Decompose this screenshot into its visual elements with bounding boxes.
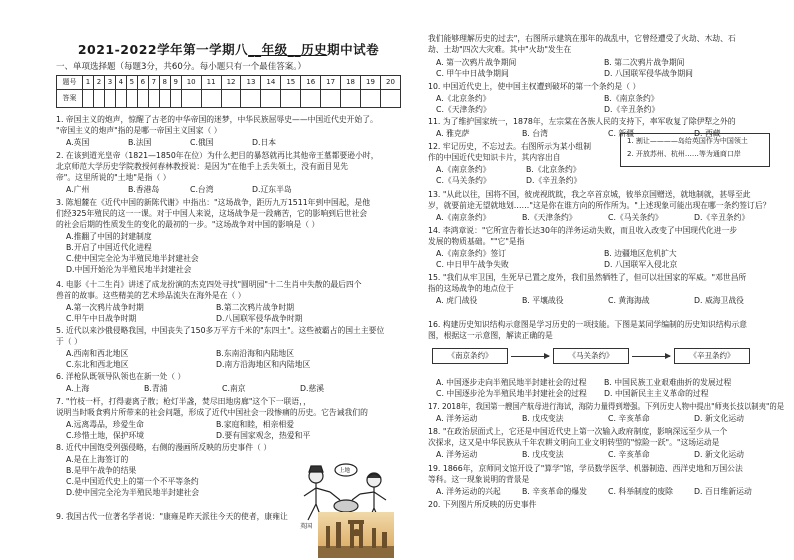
q14-option[interactable]: C. 中日甲午战争失败 — [436, 260, 509, 269]
q17-line: 17. 2018年，我国第一艘国产航母进行海试，海防力量得到增强。下列历史人物中提出"师夷长技以制夷"的是 — [428, 402, 785, 411]
q10-option[interactable]: C.《天津条约》 — [436, 105, 491, 114]
q13-option[interactable]: D.《辛丑条约》 — [694, 213, 750, 222]
q9c-line: 我们能够理解历史的过去"，右图所示建筑在那年的战乱中，它曾经遭受了火劫、木劫、石 — [428, 34, 736, 43]
answer-table-number-cell: 8 — [159, 76, 170, 90]
q17-option[interactable]: B. 戊戌变法 — [522, 414, 564, 423]
section-heading: 一、单项选择题（每题3分，共60分。每小题只有一个最佳答案。） — [56, 62, 306, 72]
q1-line: "帝国主义的炮声"指的是哪一帝国主义国家（ ） — [56, 126, 222, 135]
q5-line: 于（ ） — [56, 337, 82, 346]
q3-line: 3. 陈旭麓在《近代中国的新陈代谢》中指出："这场战争，距历九万1511年到中国起，是他 — [56, 198, 371, 207]
answer-table-number-cell: 15 — [281, 76, 301, 90]
q9-line: 9. 我国古代一位著名学者说："康雍是昨天派往今天的使者，康雍让 — [56, 512, 288, 521]
q10-line: 10. 中国近代史上，使中国主权遭到破坏的第一个条约是（ ） — [428, 82, 641, 91]
answer-table-number-cell: 10 — [181, 76, 201, 90]
answer-table-answer-cell[interactable] — [281, 90, 301, 108]
q18-line: 次探求，这又是中华民族从千年农耕文明向工业文明转型的"惊险一跃"。"这场运动是 — [428, 438, 720, 447]
answer-table-number-cell: 9 — [170, 76, 181, 90]
history-card — [620, 133, 770, 167]
q2-line: 帝"。这里所说的"土地"是指（ ） — [56, 173, 171, 182]
q16-option[interactable]: A. 中国逐步走向半殖民地半封建社会的过程 — [436, 378, 587, 387]
q16-line: 16. 构建历史知识结构示意图是学习历史的一项技能。下图是某同学编制的历史知识结构示意 — [428, 320, 747, 329]
q6-option[interactable]: D.慈溪 — [300, 384, 325, 393]
q12-line: 作的中国近代史知识卡片，其内容出自 — [428, 153, 561, 162]
history-card-line-2: 2. 开放苏州、杭州……等为通商口岸 — [627, 150, 741, 159]
q15-option[interactable]: D. 威海卫战役 — [694, 296, 744, 305]
answer-table-answer-cell[interactable] — [341, 90, 361, 108]
q13-line: 13. "从此以往，国将不国，彼虎视眈眈，我之卒首京城，彼举京国赠送，就地制就，甚辱至此 — [428, 190, 751, 199]
answer-table-number-cell: 6 — [137, 76, 148, 90]
q19-option[interactable]: A. 洋务运动的兴起 — [436, 487, 501, 496]
exam-title — [56, 42, 401, 59]
title-suffix: 期中试卷 — [327, 42, 380, 57]
answer-table-answer-cell[interactable] — [137, 90, 148, 108]
flow-box-nanjing: 《南京条约》 — [432, 348, 508, 364]
answer-table-answer-cell[interactable] — [301, 90, 321, 108]
answer-table-answer-cell[interactable] — [115, 90, 126, 108]
q6-line: 6. 洋枪队既领导队领也在新一处（ ） — [56, 372, 186, 381]
q4-option[interactable]: A.第一次鸦片战争时期 — [66, 303, 144, 312]
q11-option[interactable]: B. 台湾 — [522, 129, 548, 138]
answer-table-number-cell: 13 — [241, 76, 261, 90]
answer-table — [56, 75, 401, 108]
q3-option[interactable]: D.中国开始沦为半殖民地半封建社会 — [66, 265, 192, 274]
q12-line: 12. 牢记历史，不忘过去。右图所示为某小组制 — [428, 142, 592, 151]
q15-option[interactable]: C. 黄海海战 — [608, 296, 650, 305]
q14-option[interactable]: A.《南京条约》签订 — [436, 249, 507, 258]
answer-table-answer-cell[interactable] — [241, 90, 261, 108]
q15-option[interactable]: B. 平壤战役 — [522, 296, 564, 305]
q14-line: 发展的物质基础。""它"是指 — [428, 237, 525, 246]
q2-line: 2. 在该到道光皇帝（1821—1850年在位）为什么把目的暴怒就再比其他帝王墓都要逊小时， — [56, 151, 379, 160]
q1-line: 1. 帝国主义的炮声，惊醒了古老的中华帝国的迷梦，中华民族屈辱史——中国近代史开始了。 — [56, 115, 378, 124]
q9-option[interactable]: B. 第二次鸦片战争期间 — [604, 58, 685, 67]
q9-option[interactable]: D. 八国联军侵华战争期间 — [604, 69, 693, 78]
title-grade: __年级__ — [248, 42, 302, 57]
q8-option[interactable]: C.是中国近代史上的第一个不平等条约 — [66, 477, 199, 486]
q3-option[interactable]: C.使中国完全沦为半殖民地半封建社会 — [66, 254, 199, 263]
flow-box-maguan: 《马关条约》 — [553, 348, 629, 364]
q19-line: 等科。这一现象说明的背景是 — [428, 475, 530, 484]
q4-option[interactable]: C.甲午中日战争时期 — [66, 314, 137, 323]
q8-option[interactable]: A.是在上海签订的 — [66, 455, 129, 464]
flow-arrow-1 — [511, 356, 549, 357]
answer-table-answer-cell[interactable] — [148, 90, 159, 108]
q5-option[interactable]: A.西南和西北地区 — [66, 349, 129, 358]
answer-table-number-cell: 11 — [201, 76, 221, 90]
q6-option[interactable]: A.上海 — [66, 384, 90, 393]
answer-table-number-cell: 14 — [261, 76, 281, 90]
q12-option[interactable]: A.《南京条约》 — [436, 165, 491, 174]
q16-option[interactable]: C. 中国逐步沦为半殖民地半封建社会的过程 — [436, 389, 587, 398]
title-prefix: 2021-2022学年第一学期八 — [77, 42, 249, 57]
q8-option[interactable]: D.使中国完全沦为半殖民地半封建社会 — [66, 488, 200, 497]
q8-line: 8. 近代中国饱受列强侵略，右侧的漫画所反映的历史事件（ ） — [56, 443, 272, 452]
q8-option[interactable]: B.是甲午战争的结果 — [66, 466, 137, 475]
answer-table-head-label: 题号 — [57, 76, 83, 90]
q13-option[interactable]: B.《天津条约》 — [522, 213, 577, 222]
answer-table-answer-cell[interactable] — [170, 90, 181, 108]
q18-option[interactable]: B. 戊戌变法 — [522, 450, 564, 459]
answer-table-answer-cell[interactable] — [201, 90, 221, 108]
cartoon-label-britain: 英国 — [300, 523, 313, 530]
q12-option[interactable]: C.《马关条约》 — [436, 176, 491, 185]
q15-line: 15. "我们从牢卫国，生死早已置之度外，我们虽然牺牲了，但可以壮国家的军威。"邓世昌所 — [428, 273, 747, 282]
q18-option[interactable]: C. 辛亥革命 — [608, 450, 650, 459]
answer-table-number-cell: 4 — [115, 76, 126, 90]
q14-option[interactable]: D. 八国联军入侵北京 — [604, 260, 678, 269]
q19-option[interactable]: D. 百日维新运动 — [694, 487, 752, 496]
answer-table-answer-cell[interactable] — [361, 90, 381, 108]
answer-table-number-cell: 7 — [148, 76, 159, 90]
answer-table-number-cell: 12 — [221, 76, 241, 90]
q3-line: 的社会后期的性质发生的变化的最初的一步。"这场战争对中国的影响是（ ） — [56, 220, 320, 229]
q4-option[interactable]: B.第二次鸦片战争时期 — [216, 303, 294, 312]
q2-option[interactable]: A.广州 — [66, 185, 90, 194]
q2-option[interactable]: B.香港岛 — [128, 185, 160, 194]
q7-option[interactable]: B.家庭和睦，相亲相爱 — [216, 420, 294, 429]
q15-option[interactable]: A. 虎门战役 — [436, 296, 478, 305]
answer-table-number-cell: 3 — [104, 76, 115, 90]
q2-option[interactable]: D.辽东半岛 — [252, 185, 292, 194]
q4-line: 4. 电影《十二生肖》讲述了成龙扮演的杰克四处寻找"圆明园"十二生肖中失散的最后四个 — [56, 280, 362, 289]
q1-option[interactable]: B.法国 — [128, 138, 152, 147]
answer-table-number-cell: 2 — [93, 76, 104, 90]
answer-table-answer-row — [57, 90, 401, 108]
answer-table-answer-cell[interactable] — [261, 90, 281, 108]
q6-option[interactable]: C.南京 — [222, 384, 246, 393]
answer-table-number-cell: 17 — [321, 76, 341, 90]
q13-line: 岁，就要前途无望就地划……"这是你在谁方向的所作所为。"上述现象可能出现在哪一条约签订后？ — [428, 201, 771, 210]
q11-option[interactable]: C. 新疆 — [608, 129, 634, 138]
q18-line: 18. "在政治层面式上，它还是中国近代史上第一次输入政府制度，影响深远至少从一个 — [428, 427, 728, 436]
answer-table-answer-cell[interactable] — [321, 90, 341, 108]
q1-option[interactable]: C.俄国 — [190, 138, 214, 147]
q17-option[interactable]: C. 辛亥革命 — [608, 414, 650, 423]
answer-table-number-cell: 5 — [126, 76, 137, 90]
q16-line: 图，根据这一示意图，解读正确的是 — [428, 331, 553, 340]
answer-table-number-cell: 16 — [301, 76, 321, 90]
q16-option[interactable]: B. 中国民族工业艰难曲折的发展过程 — [604, 378, 732, 387]
q1-option[interactable]: D.日本 — [252, 138, 277, 147]
q14-option[interactable]: B. 边疆地区危机扩大 — [604, 249, 677, 258]
ruins-photo-image — [318, 512, 394, 558]
q19-option[interactable]: B. 辛亥革命的爆发 — [522, 487, 587, 496]
q2-option[interactable]: C.台湾 — [190, 185, 214, 194]
q19-line: 19. 1866年，京师同文馆开设了"算学"馆，学员数学医学、机器制造、西洋史地和万国公法 — [428, 464, 743, 473]
q10-option[interactable]: A.《北京条约》 — [436, 94, 491, 103]
q17-option[interactable]: A. 洋务运动 — [436, 414, 478, 423]
q13-option[interactable]: A.《南京条约》 — [436, 213, 491, 222]
history-card-line-1: 1. 割让————岛给英国作为中国领土 — [627, 137, 748, 145]
q11-line: 11. 为了维护国家统一，1878年，左宗棠在各族人民的支持下，率军收复了除伊犁之外的 — [428, 117, 736, 126]
q3-option[interactable]: B.开启了中国近代化进程 — [66, 243, 152, 252]
q18-option[interactable]: A. 洋务运动 — [436, 450, 478, 459]
q5-line: 5. 近代以来沙俄侵略我国，中国丧失了150多万平方千米的"东四土"。这些被霸占的国土主要位 — [56, 326, 385, 335]
answer-table-number-cell: 20 — [380, 76, 400, 90]
answer-table-number-cell: 19 — [361, 76, 381, 90]
q9c-line: 劫、土劫"四次大灾难。其中"火劫"发生在 — [428, 45, 572, 54]
q7-line: 说明当时吸食鸦片所带来的社会问题，形成了近代中国社会一段惨痛的历史。它告诫我们的 — [56, 408, 368, 417]
answer-table-number-cell: 18 — [341, 76, 361, 90]
q3-line: 们经325年殖民的这一一课。对于中国人来说，这场战争是一段痛苦，它的影响到后世社会 — [56, 209, 368, 218]
q19-option[interactable]: C. 科举制度的废除 — [608, 487, 673, 496]
q7-option[interactable]: C.珍惜土地，保护环境 — [66, 431, 145, 440]
flow-arrow-2 — [632, 356, 670, 357]
flow-box-xinchou: 《辛丑条约》 — [674, 348, 750, 364]
q4-option[interactable]: D.八国联军侵华战争时期 — [216, 314, 303, 323]
answer-table-answer-cell[interactable] — [126, 90, 137, 108]
q7-option[interactable]: D.要有国家观念，热爱和平 — [216, 431, 311, 440]
answer-table-answer-label: 答案 — [57, 90, 83, 108]
q10-option[interactable]: D.《辛丑条约》 — [604, 105, 660, 114]
q11-option[interactable]: D. 西藏 — [694, 129, 721, 138]
answer-table-answer-cell[interactable] — [181, 90, 201, 108]
q5-option[interactable]: B.东南沿海和内陆地区 — [216, 349, 294, 358]
answer-table-number-cell: 1 — [83, 76, 94, 90]
cartoon-label-bubble: 上地 — [339, 468, 351, 474]
q12-option[interactable]: D.《辛丑条约》 — [526, 176, 582, 185]
q7-option[interactable]: A.远离毒品，珍爱生命 — [66, 420, 144, 429]
q14-line: 14. 李鸿章说："它所宣告着长达30年的洋务运动失败，而且收入改变了中国现代化进一步 — [428, 226, 738, 235]
answer-table-answer-cell[interactable] — [221, 90, 241, 108]
q3-option[interactable]: A.推翻了中国的封建制度 — [66, 232, 152, 241]
answer-table-number-row — [57, 76, 401, 90]
q13-option[interactable]: C.《马关条约》 — [608, 213, 663, 222]
q1-option[interactable]: A.英国 — [66, 138, 90, 147]
q5-option[interactable]: C.东北和西北地区 — [66, 360, 129, 369]
q6-option[interactable]: B.青浦 — [144, 384, 168, 393]
q2-line: 北京师范大学历史学院教授何春林教授说：是因为"在他手上丢失领土，没有面目见先 — [56, 162, 349, 171]
title-subject: 历史 — [301, 42, 328, 57]
q12-option[interactable]: B.《北京条约》 — [526, 165, 581, 174]
answer-table-answer-cell[interactable] — [93, 90, 104, 108]
q5-option[interactable]: D.南方沿海地区和内陆地区 — [216, 360, 311, 369]
q4-line: 兽首的故事。这些精美的艺术珍品流失在海外是在（ ） — [56, 291, 246, 300]
q9-option[interactable]: A. 第一次鸦片战争期间 — [436, 58, 517, 67]
q20-line: 20. 下列图片所反映的历史事件 — [428, 500, 537, 509]
q16-option[interactable]: D. 中国新民主主义革命的过程 — [604, 389, 709, 398]
q7-line: 7. "竹枝一杆，打得妻离子散；枪灯半盏，焚尽田地房廊"这个下一联语，， — [56, 397, 311, 406]
q9-option[interactable]: C. 甲午中日战争期间 — [436, 69, 509, 78]
q18-option[interactable]: D. 新文化运动 — [694, 450, 744, 459]
answer-table-answer-cell[interactable] — [83, 90, 94, 108]
q17-option[interactable]: D. 新文化运动 — [694, 414, 744, 423]
q10-option[interactable]: B.《南京条约》 — [604, 94, 659, 103]
q15-line: 指的这场战争的地点位于 — [428, 284, 514, 293]
answer-table-answer-cell[interactable] — [380, 90, 400, 108]
answer-table-answer-cell[interactable] — [104, 90, 115, 108]
answer-table-answer-cell[interactable] — [159, 90, 170, 108]
q11-option[interactable]: A. 雅克萨 — [436, 129, 470, 138]
